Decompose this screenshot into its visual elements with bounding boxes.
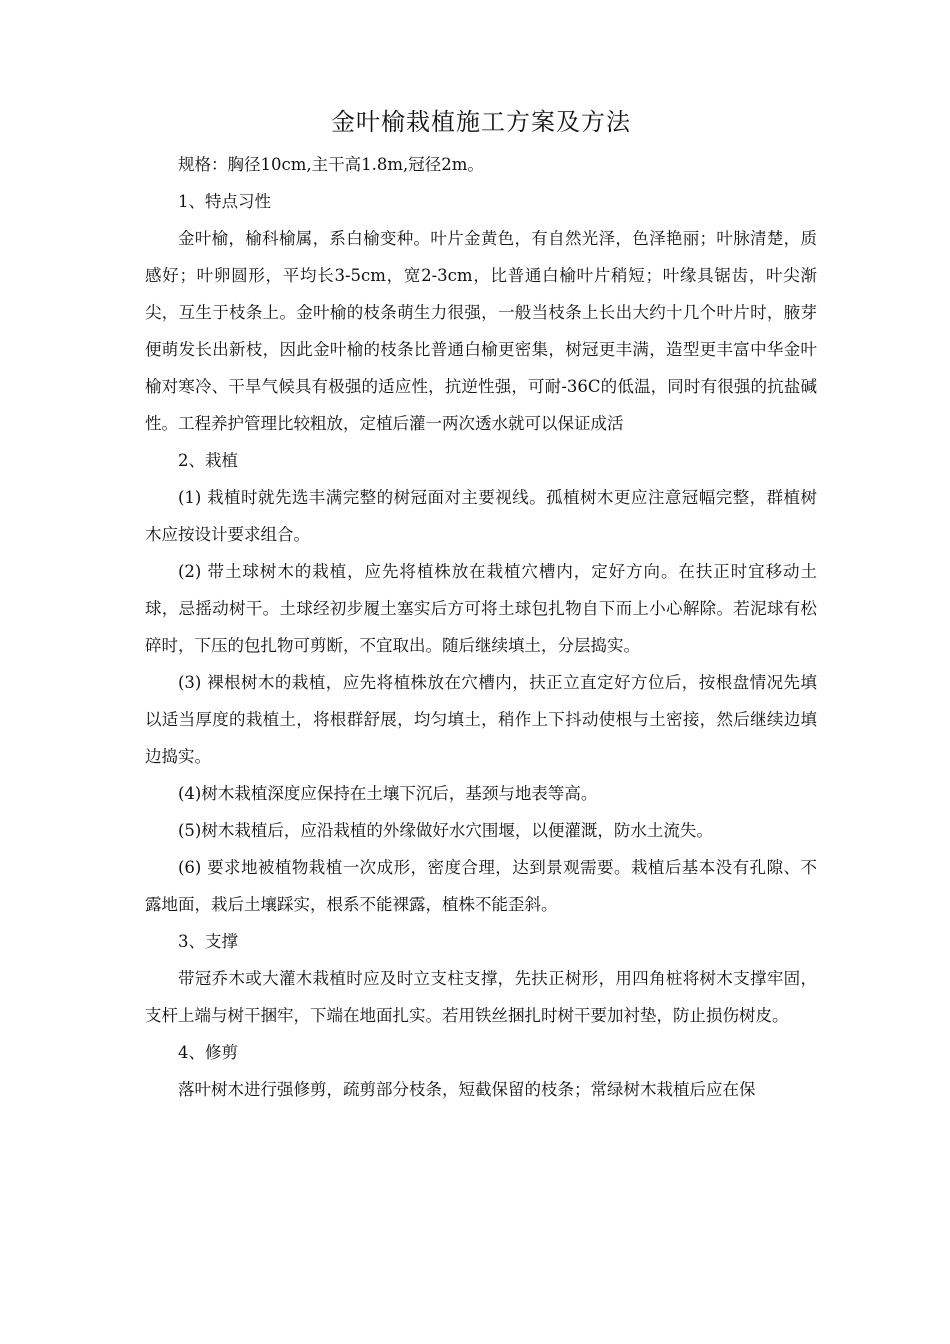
spec-line: 规格：胸径10cm,主干高1.8m,冠径2m。 [178, 155, 484, 174]
planting-item-4: (4)树木栽植深度应保持在土壤下沉后，基颈与地表等高。 [178, 784, 598, 803]
section-heading-characteristics: 1、特点习性 [178, 192, 271, 211]
planting-item-6: (6) 要求地被植物栽植一次成形，密度合理，达到景观需要。栽植后基本没有孔隙、不露地面，栽后土壤踩实，根系不能裸露，植株不能歪斜。 [145, 858, 817, 914]
document-title: 金叶榆栽植施工方案及方法 [331, 108, 631, 136]
characteristics-paragraph: 金叶榆，榆科榆属，系白榆变种。叶片金黄色，有自然光泽，色泽艳丽；叶脉清楚，质感好；叶卵圆形，平均长3-5cm，宽2-3cm，比普通白榆叶片稍短；叶缘具锯齿，叶尖渐尖，互生于枝条上。金叶榆的枝条萌生力很强，一般当枝条上长出大约十几个叶片时，腋芽便萌发长出新枝，因此金叶榆的枝条比普通白榆更密集，树冠更丰满，造型更丰富中华金叶榆对寒冷、干旱气候具有极强的适应性，抗逆性强，可耐-36C的低温，同时有很强的抗盐碱性。工程养护管理比较粗放，定植后灌一两次透水就可以保证成活 [145, 229, 817, 433]
planting-item-3: (3) 裸根树木的栽植，应先将植株放在穴槽内，扶正立直定好方位后，按根盘情况先填以适当厚度的栽植土，将根群舒展，均匀填土，稍作上下抖动使根与土密接，然后继续边填边捣实。 [145, 673, 817, 766]
planting-item-5: (5)树木栽植后，应沿栽植的外缘做好水穴围堰，以便灌溉，防水土流失。 [178, 821, 713, 840]
section-heading-planting: 2、栽植 [178, 451, 238, 470]
document-body [145, 102, 817, 1108]
section-heading-support: 3、支撑 [178, 932, 238, 951]
planting-item-1: (1) 栽植时就先选丰满完整的树冠面对主要视线。孤植树木更应注意冠幅完整，群植树木应按设计要求组合。 [145, 488, 817, 544]
support-paragraph: 带冠乔木或大灌木栽植时应及时立支柱支撑，先扶正树形，用四角桩将树木支撑牢固，支杆上端与树干捆牢，下端在地面扎实。若用铁丝捆扎时树干要加衬垫，防止损伤树皮。 [145, 969, 817, 1025]
section-heading-pruning: 4、修剪 [178, 1043, 238, 1062]
pruning-paragraph: 落叶树木进行强修剪，疏剪部分枝条，短截保留的枝条；常绿树木栽植后应在保 [178, 1080, 756, 1099]
planting-item-2: (2) 带土球树木的栽植，应先将植株放在栽植穴槽内，定好方向。在扶正时宜移动土球，忌摇动树干。土球经初步履土塞实后方可将土球包扎物自下而上小心解除。若泥球有松碎时，下压的包扎物可剪断，不宜取出。随后继续填土，分层捣实。 [145, 562, 817, 655]
